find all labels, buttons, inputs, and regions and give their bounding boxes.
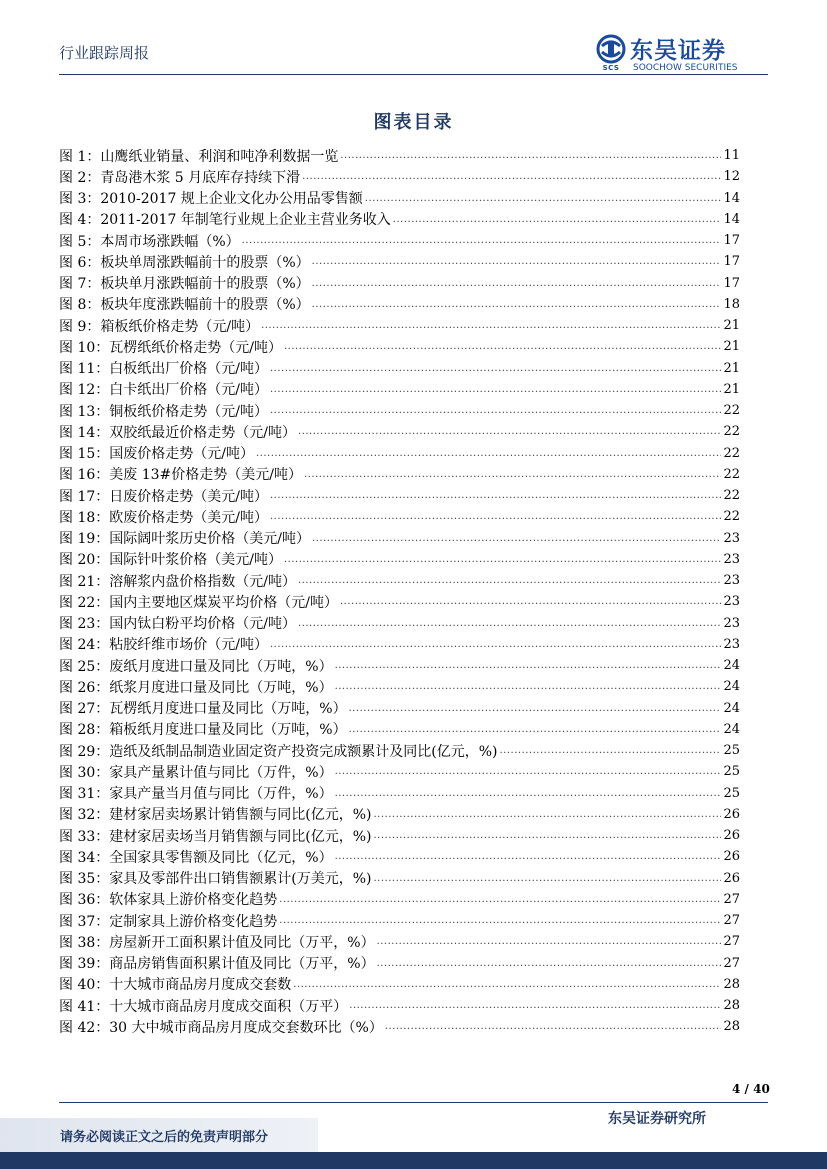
toc-entry[interactable] [59, 953, 740, 974]
toc-leader-dots [365, 193, 722, 204]
toc-leader-dots [270, 384, 721, 395]
toc-entry-label: 图 3：2010-2017 规上企业文化办公用品零售额 [59, 191, 363, 208]
toc-entry[interactable] [59, 910, 740, 931]
toc-entry-label: 图 20：国际针叶浆价格（美元/吨） [59, 552, 282, 569]
toc-leader-dots [293, 979, 721, 990]
toc-entry-page: 24 [723, 658, 740, 674]
toc-leader-dots [340, 596, 721, 607]
toc-leader-dots [374, 873, 722, 884]
brand-logo [596, 32, 766, 76]
toc-entry-page: 25 [723, 785, 740, 801]
toc-entry-page: 22 [723, 445, 740, 461]
toc-leader-dots [340, 150, 721, 161]
toc-entry-page: 26 [723, 806, 740, 822]
toc-entry-page: 22 [723, 488, 740, 504]
toc-leader-dots [377, 936, 722, 947]
toc-entry-page: 27 [723, 913, 740, 929]
toc-leader-dots [349, 1000, 721, 1011]
toc-entry-label: 图 12：白卡纸出厂价格（元/吨） [59, 382, 268, 399]
toc-title: 图表目录 [373, 112, 454, 133]
logo-mark-text: SCS [602, 64, 620, 72]
toc-entry-page: 17 [723, 254, 740, 270]
toc-entry[interactable] [59, 336, 740, 357]
toc-entry[interactable] [59, 804, 740, 825]
toc-entry[interactable] [59, 506, 740, 527]
toc-entry-page: 21 [723, 318, 740, 334]
toc-entry[interactable] [59, 549, 740, 570]
toc-entry[interactable] [59, 783, 740, 804]
toc-entry-page: 27 [723, 934, 740, 950]
toc-entry-page: 25 [723, 743, 740, 759]
toc-entry-page: 27 [723, 891, 740, 907]
toc-entry-label: 图 26：纸浆月度进口量及同比（万吨，%） [59, 679, 333, 696]
toc-entry-label: 图 41：十大城市商品房月度成交面积（万平） [59, 998, 348, 1015]
toc-entry-label: 图 16：美废 13#价格走势（美元/吨） [59, 467, 302, 484]
toc-entry[interactable] [59, 761, 740, 782]
toc-entry-page: 18 [723, 296, 740, 312]
toc-entry-page: 14 [723, 211, 740, 227]
toc-leader-dots [312, 533, 721, 544]
toc-entry[interactable] [59, 209, 740, 230]
toc-entry-page: 21 [723, 381, 740, 397]
toc-leader-dots [393, 214, 722, 225]
toc-entry[interactable] [59, 230, 740, 251]
toc-entry[interactable] [59, 591, 740, 612]
toc-entry-page: 23 [723, 594, 740, 610]
toc-leader-dots [270, 490, 721, 501]
toc-entry-page: 28 [723, 998, 740, 1014]
toc-list [59, 145, 740, 1038]
toc-leader-dots [349, 724, 722, 735]
toc-entry-label: 图 14：双胶纸最近价格走势（元/吨） [59, 424, 296, 441]
toc-entry-page: 22 [723, 403, 740, 419]
toc-entry[interactable] [59, 846, 740, 867]
toc-entry-label: 图 21：溶解浆内盘价格指数（元/吨） [59, 573, 296, 590]
toc-entry-page: 22 [723, 424, 740, 440]
toc-entry-page: 26 [723, 849, 740, 865]
toc-entry[interactable] [59, 570, 740, 591]
toc-entry-page: 24 [723, 700, 740, 716]
footer-divider [59, 1102, 768, 1103]
toc-entry-page: 17 [723, 233, 740, 249]
toc-entry[interactable] [59, 868, 740, 889]
toc-entry-label: 图 6：板块单周涨跌幅前十的股票（%） [59, 254, 310, 271]
toc-entry-label: 图 9：箱板纸价格走势（元/吨） [59, 318, 260, 335]
toc-leader-dots [335, 766, 722, 777]
toc-leader-dots [500, 745, 722, 756]
toc-entry-page: 26 [723, 870, 740, 886]
toc-entry[interactable] [59, 443, 740, 464]
toc-entry[interactable] [59, 145, 740, 166]
toc-entry-page: 12 [723, 169, 740, 185]
toc-entry-page: 24 [723, 721, 740, 737]
toc-entry-page: 25 [723, 764, 740, 780]
toc-entry-page: 23 [723, 530, 740, 546]
logo-chinese-name: 东吴证券 [630, 38, 726, 64]
toc-entry-label: 图 29：造纸及纸制品制造业固定资产投资完成额累计及同比(亿元，%) [59, 743, 498, 760]
toc-leader-dots [298, 575, 721, 586]
toc-leader-dots [270, 639, 721, 650]
toc-entry-page: 23 [723, 573, 740, 589]
institute-name: 东吴证券研究所 [608, 1111, 706, 1127]
toc-entry[interactable] [59, 166, 740, 187]
toc-entry-page: 23 [723, 551, 740, 567]
toc-entry[interactable] [59, 719, 740, 740]
logo-english-name: SOOCHOW SECURITIES [633, 63, 738, 73]
toc-leader-dots [242, 235, 722, 246]
toc-entry-label: 图 40：十大城市商品房月度成交套数 [59, 977, 292, 994]
toc-entry-page: 28 [723, 1019, 740, 1035]
toc-entry[interactable] [59, 528, 740, 549]
toc-entry-label: 图 8：板块年度涨跌幅前十的股票（%） [59, 297, 310, 314]
toc-entry-label: 图 2：青岛港木浆 5 月底库存持续下滑 [59, 169, 301, 186]
toc-entry[interactable] [59, 740, 740, 761]
toc-entry[interactable] [59, 889, 740, 910]
toc-entry[interactable] [59, 379, 740, 400]
toc-entry-label: 图 28：箱板纸月度进口量及同比（万吨，%） [59, 722, 347, 739]
toc-entry-label: 图 23：国内钛白粉平均价格（元/吨） [59, 616, 296, 633]
toc-entry-page: 23 [723, 615, 740, 631]
toc-entry[interactable] [59, 251, 740, 272]
toc-leader-dots [270, 511, 721, 522]
toc-leader-dots [312, 299, 722, 310]
toc-entry[interactable] [59, 676, 740, 697]
toc-leader-dots [302, 171, 721, 182]
toc-entry-page: 11 [723, 148, 740, 164]
toc-entry-page: 26 [723, 828, 740, 844]
toc-leader-dots [304, 469, 721, 480]
toc-entry[interactable] [59, 974, 740, 995]
toc-entry-page: 21 [723, 339, 740, 355]
toc-entry-page: 24 [723, 679, 740, 695]
toc-entry-page: 22 [723, 509, 740, 525]
page-number: 4 / 40 [732, 1082, 770, 1096]
toc-entry-label: 图 5：本周市场涨跌幅（%） [59, 233, 240, 250]
toc-leader-dots [298, 426, 721, 437]
toc-entry-page: 14 [723, 190, 740, 206]
footer-band [0, 1152, 827, 1169]
toc-entry-label: 图 1：山鹰纸业销量、利润和吨净利数据一览 [59, 148, 339, 165]
toc-entry[interactable] [59, 1016, 740, 1037]
toc-entry-label: 图 17：日废价格走势（美元/吨） [59, 488, 268, 505]
toc-entry[interactable] [59, 421, 740, 442]
toc-entry-label: 图 13：铜板纸价格走势（元/吨） [59, 403, 268, 420]
toc-leader-dots [335, 660, 722, 671]
toc-entry-label: 图 15：国废价格走势（元/吨） [59, 446, 254, 463]
toc-entry-label: 图 11：白板纸出厂价格（元/吨） [59, 361, 268, 378]
toc-leader-dots [256, 448, 721, 459]
toc-entry-label: 图 24：粘胶纤维市场价（元/吨） [59, 637, 268, 654]
toc-leader-dots [284, 341, 721, 352]
toc-entry-label: 图 19：国际阔叶浆历史价格（美元/吨） [59, 531, 310, 548]
toc-entry-label: 图 35：家具及零部件出口销售额累计(万美元，%) [59, 871, 372, 888]
toc-leader-dots [335, 788, 722, 799]
toc-entry[interactable] [59, 464, 740, 485]
toc-leader-dots [385, 1021, 722, 1032]
toc-leader-dots [349, 703, 722, 714]
toc-leader-dots [270, 363, 721, 374]
header-divider [59, 74, 768, 75]
toc-entry[interactable] [59, 358, 740, 379]
toc-leader-dots [298, 618, 721, 629]
toc-entry[interactable] [59, 613, 740, 634]
toc-entry[interactable] [59, 698, 740, 719]
toc-entry[interactable] [59, 315, 740, 336]
toc-entry[interactable] [59, 485, 740, 506]
toc-leader-dots [261, 320, 721, 331]
toc-entry-label: 图 36：软体家具上游价格变化趋势 [59, 892, 278, 909]
toc-entry-page: 23 [723, 636, 740, 652]
toc-entry-label: 图 39：商品房销售面积累计值及同比（万平，%） [59, 956, 375, 973]
toc-entry[interactable] [59, 931, 740, 952]
toc-entry-label: 图 33：建材家居卖场当月销售额与同比(亿元，%) [59, 828, 372, 845]
toc-leader-dots [335, 681, 722, 692]
toc-leader-dots [312, 256, 722, 267]
toc-entry[interactable] [59, 634, 740, 655]
toc-entry-page: 22 [723, 466, 740, 482]
toc-entry-label: 图 18：欧废价格走势（美元/吨） [59, 509, 268, 526]
toc-leader-dots [374, 830, 722, 841]
toc-entry-label: 图 31：家具产量当月值与同比（万件，%） [59, 786, 333, 803]
toc-entry-label: 图 4：2011-2017 年制笔行业规上企业主营业务收入 [59, 212, 391, 229]
toc-leader-dots [270, 405, 721, 416]
logo-mark-icon [596, 34, 626, 64]
toc-entry[interactable] [59, 400, 740, 421]
toc-entry-label: 图 22：国内主要地区煤炭平均价格（元/吨） [59, 594, 338, 611]
toc-leader-dots [312, 278, 722, 289]
toc-leader-dots [374, 809, 722, 820]
toc-entry-page: 17 [723, 275, 740, 291]
report-type-label: 行业跟踪周报 [59, 44, 150, 62]
toc-leader-dots [335, 851, 722, 862]
toc-entry[interactable] [59, 188, 740, 209]
toc-entry-label: 图 30：家具产量累计值与同比（万件，%） [59, 764, 333, 781]
disclaimer-banner [0, 1118, 318, 1152]
toc-leader-dots [284, 554, 721, 565]
toc-entry-label: 图 37：定制家具上游价格变化趋势 [59, 913, 278, 930]
toc-entry[interactable] [59, 294, 740, 315]
toc-entry-page: 27 [723, 955, 740, 971]
toc-entry-label: 图 27：瓦楞纸月度进口量及同比（万吨，%） [59, 701, 347, 718]
toc-entry-label: 图 25：废纸月度进口量及同比（万吨，%） [59, 658, 333, 675]
toc-entry-page: 21 [723, 360, 740, 376]
toc-entry-label: 图 7：板块单月涨跌幅前十的股票（%） [59, 276, 310, 293]
toc-entry-label: 图 32：建材家居卖场累计销售额与同比(亿元，%) [59, 807, 372, 824]
toc-leader-dots [279, 915, 721, 926]
toc-entry-label: 图 34：全国家具零售额及同比（亿元，%） [59, 849, 333, 866]
toc-entry-label: 图 10：瓦楞纸纸价格走势（元/吨） [59, 339, 282, 356]
toc-leader-dots [279, 894, 721, 905]
disclaimer-text: 请务必阅读正文之后的免责声明部分 [60, 1130, 269, 1145]
toc-entry[interactable] [59, 273, 740, 294]
toc-entry[interactable] [59, 655, 740, 676]
toc-leader-dots [377, 958, 722, 969]
toc-entry-page: 28 [723, 976, 740, 992]
toc-entry-label: 图 42：30 大中城市商品房月度成交套数环比（%） [59, 1019, 383, 1036]
toc-entry[interactable] [59, 995, 740, 1016]
toc-entry[interactable] [59, 825, 740, 846]
toc-entry-label: 图 38：房屋新开工面积累计值及同比（万平，%） [59, 934, 375, 951]
